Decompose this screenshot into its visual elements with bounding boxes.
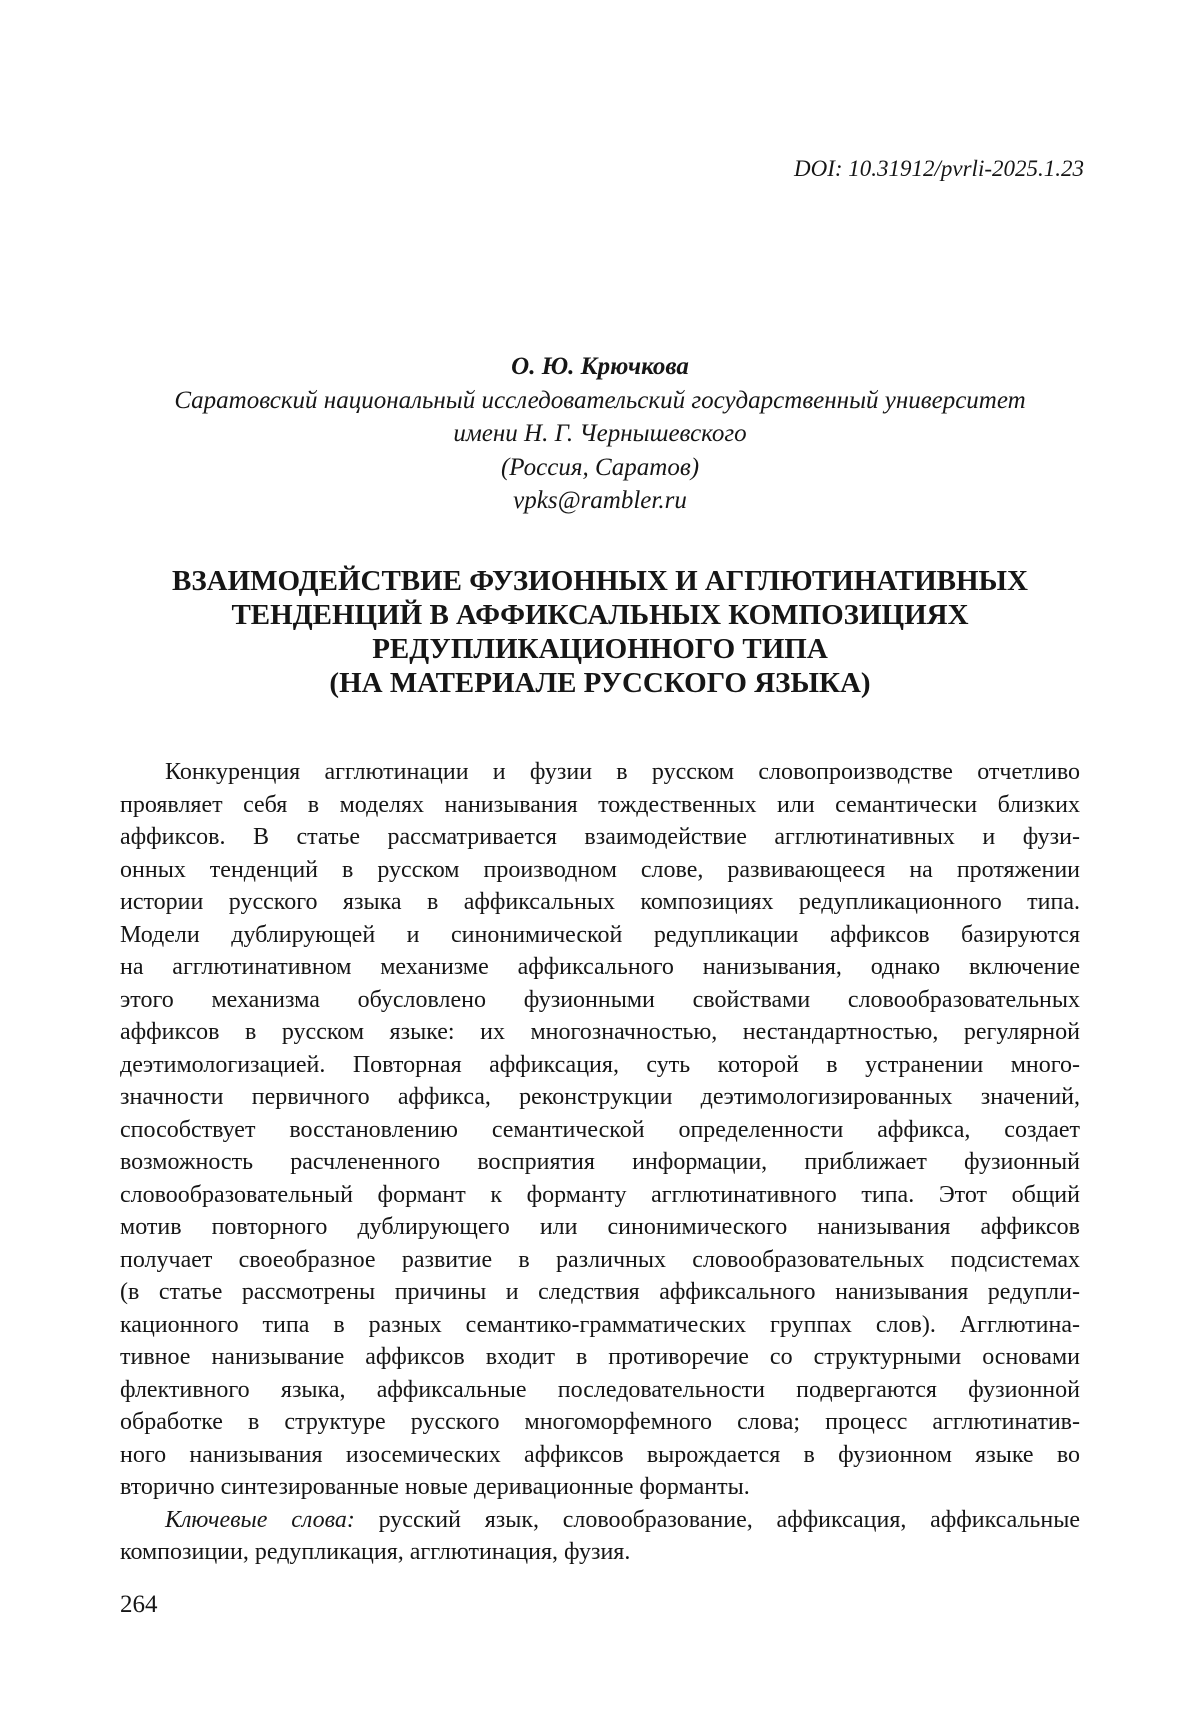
abstract-line: аффиксов в русском языке: их многозначностью, нестандартностью, регулярной	[120, 1019, 1080, 1045]
keywords-line-2: композиции, редупликация, агглютинация, фузия.	[120, 1539, 631, 1565]
abstract-line: способствует восстановлению семантической определенности аффикса, создает	[120, 1116, 1080, 1143]
body-text	[120, 756, 1080, 1569]
article-title-line: РЕДУПЛИКАЦИОННОГО ТИПА	[372, 633, 828, 665]
article-title-line: ТЕНДЕНЦИЙ В АФФИКСАЛЬНЫХ КОМПОЗИЦИЯХ	[231, 599, 969, 631]
abstract-line: получает своеобразное развитие в различных словообразовательных подсистемах	[120, 1246, 1080, 1273]
page-number: 264	[120, 1591, 158, 1618]
author-location: (Россия, Саратов)	[500, 453, 700, 481]
abstract-line: истории русского языка в аффиксальных композициях редупликационного типа.	[120, 889, 1080, 915]
author-name: О. Ю. Крючкова	[511, 353, 689, 380]
abstract-line: этого механизма обусловлено фузионными свойствами словообразовательных	[120, 986, 1080, 1013]
article-title-line: ВЗАИМОДЕЙСТВИЕ ФУЗИОННЫХ И АГГЛЮТИНАТИВНЫХ	[172, 565, 1028, 597]
abstract-line: онных тенденций в русском производном слове, развивающееся на протяжении	[120, 856, 1080, 883]
doi-line: DOI: 10.31912/pvrli-2025.1.23	[793, 156, 1084, 181]
abstract-line: (в статье рассмотрены причины и следствия аффиксального нанизывания редупли-	[120, 1279, 1080, 1305]
abstract-line: Конкуренция агглютинации и фузии в русском словопроизводстве отчетливо	[165, 759, 1080, 785]
abstract-line: флективного языка, аффиксальные последовательности подвергаются фузионной	[120, 1376, 1080, 1403]
abstract-line: ного нанизывания изосемических аффиксов вырождается в фузионном языке во	[120, 1441, 1080, 1468]
article-title-line: (НА МАТЕРИАЛЕ РУССКОГО ЯЗЫКА)	[329, 667, 871, 699]
abstract-line: тивное нанизывание аффиксов входит в противоречие со структурными основами	[120, 1344, 1080, 1370]
abstract-paragraph	[120, 756, 1080, 1504]
affiliation-line-1: Саратовский национальный исследовательский государственный университет	[174, 386, 1026, 414]
keywords-list-part-1: русский язык, словообразование, аффиксация, аффиксальные	[354, 1506, 1080, 1533]
abstract-line: Модели дублирующей и синонимической редупликации аффиксов базируются	[120, 921, 1080, 948]
abstract-line: аффиксов. В статье рассматривается взаимодействие агглютинативных и фузи-	[120, 824, 1080, 850]
abstract-line: проявляет себя в моделях нанизывания тождественных или семантически близких	[120, 791, 1080, 818]
keywords-label: Ключевые слова:	[165, 1506, 355, 1533]
article-title	[120, 564, 1080, 700]
abstract-line: на агглютинативном механизме аффиксального нанизывания, однако включение	[120, 954, 1080, 980]
keywords-line-1	[120, 1504, 1080, 1537]
keywords-paragraph	[120, 1504, 1080, 1569]
abstract-line: словообразовательный формант к форманту агглютинативного типа. Этот общий	[120, 1181, 1080, 1208]
abstract-line: обработке в структуре русского многоморфемного слова; процесс агглютинатив-	[120, 1409, 1080, 1435]
author-block	[120, 350, 1080, 518]
abstract-line: возможность расчлененного восприятия информации, приближает фузионный	[120, 1149, 1080, 1175]
abstract-line: мотив повторного дублирующего или синонимического нанизывания аффиксов	[120, 1214, 1080, 1240]
abstract-line: вторично синтезированные новые деривационные форманты.	[120, 1474, 750, 1500]
abstract-line: деэтимологизацией. Повторная аффиксация, суть которой в устранении много-	[120, 1051, 1080, 1078]
affiliation-line-2: имени Н. Г. Чернышевского	[453, 420, 747, 447]
abstract-line: значности первичного аффикса, реконструкции деэтимологизированных значений,	[120, 1084, 1080, 1110]
abstract-line: кационного типа в разных семантико-грамматических группах слов). Агглютина-	[120, 1311, 1080, 1338]
author-email: vpks@rambler.ru	[513, 487, 687, 514]
